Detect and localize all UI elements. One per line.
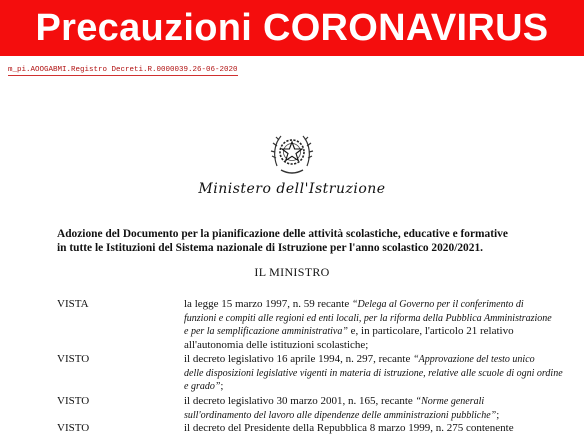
clause-text-part: ; [496, 408, 500, 421]
precautions-banner: Precauzioni CORONAVIRUS [0, 0, 584, 56]
title-line-2: in tutte le Istituzioni del Sistema nazionale di Istruzione per l'anno scolastico 2020/2021. [57, 242, 483, 254]
clause-text-part: “Delega al Governo per il conferimento di [352, 299, 524, 310]
oak-branch [271, 136, 281, 166]
clause-text [184, 422, 544, 436]
clause-text-part: all'autonomia delle istituzioni scolastiche; [184, 338, 369, 351]
clause-text [184, 298, 552, 352]
clause-text-part: il decreto del Presidente della Repubblica 8 marzo 1999, n. 275 contenente [184, 422, 514, 434]
clause-label: VISTO [57, 395, 90, 407]
clause-text-part: funzioni e compiti alle regioni ed enti locali, per la riforma della Pubblica Amministrazione [184, 312, 552, 324]
emblem-italian-republic-icon [269, 126, 315, 178]
clause-text-part: il decreto legislativo 16 aprile 1994, n. 297, recante [184, 353, 414, 365]
ribbon [281, 170, 303, 173]
clause-text-part: la legge 15 marzo 1997, n. 59 recante [184, 298, 352, 310]
section-heading: IL MINISTRO [254, 265, 330, 279]
clause-text-part: e per la semplificazione amministrativa” [184, 326, 348, 338]
clause-text-part: e, in particolare, l'articolo 21 relativo [347, 325, 514, 338]
title-line-1: Adozione del Documento per la pianificazione delle attività scolastiche, educative e formative [57, 228, 508, 240]
clause-text-part: e grado” [184, 381, 221, 393]
clause-text-part: “Approvazione del testo unico [413, 354, 535, 365]
clause-label: VISTO [57, 422, 90, 434]
document-title [57, 227, 537, 255]
clause-text-part: delle disposizioni legislative vigenti in materia di istruzione, relative alle scuole di ogni ordine [184, 367, 563, 379]
clause-label: VISTA [57, 298, 89, 310]
clause-text [184, 353, 563, 394]
ministry-name: Ministero dell'Istruzione [198, 181, 386, 197]
clause-text [184, 395, 544, 422]
protocol-stamp: m_pi.AOOGABMI.Registro Decreti.R.0000039.26-06-2020 [8, 66, 238, 74]
clause-text-part: “Norme generali [415, 396, 485, 407]
clause-label: VISTO [57, 353, 90, 365]
clause-text-part: il decreto legislativo 30 marzo 2001, n. 165, recante [184, 395, 416, 407]
clause-text-part: ; [220, 380, 224, 393]
clause-text-part: sull'ordinamento del lavoro alle dipendenze delle amministrazioni pubbliche” [184, 409, 497, 421]
